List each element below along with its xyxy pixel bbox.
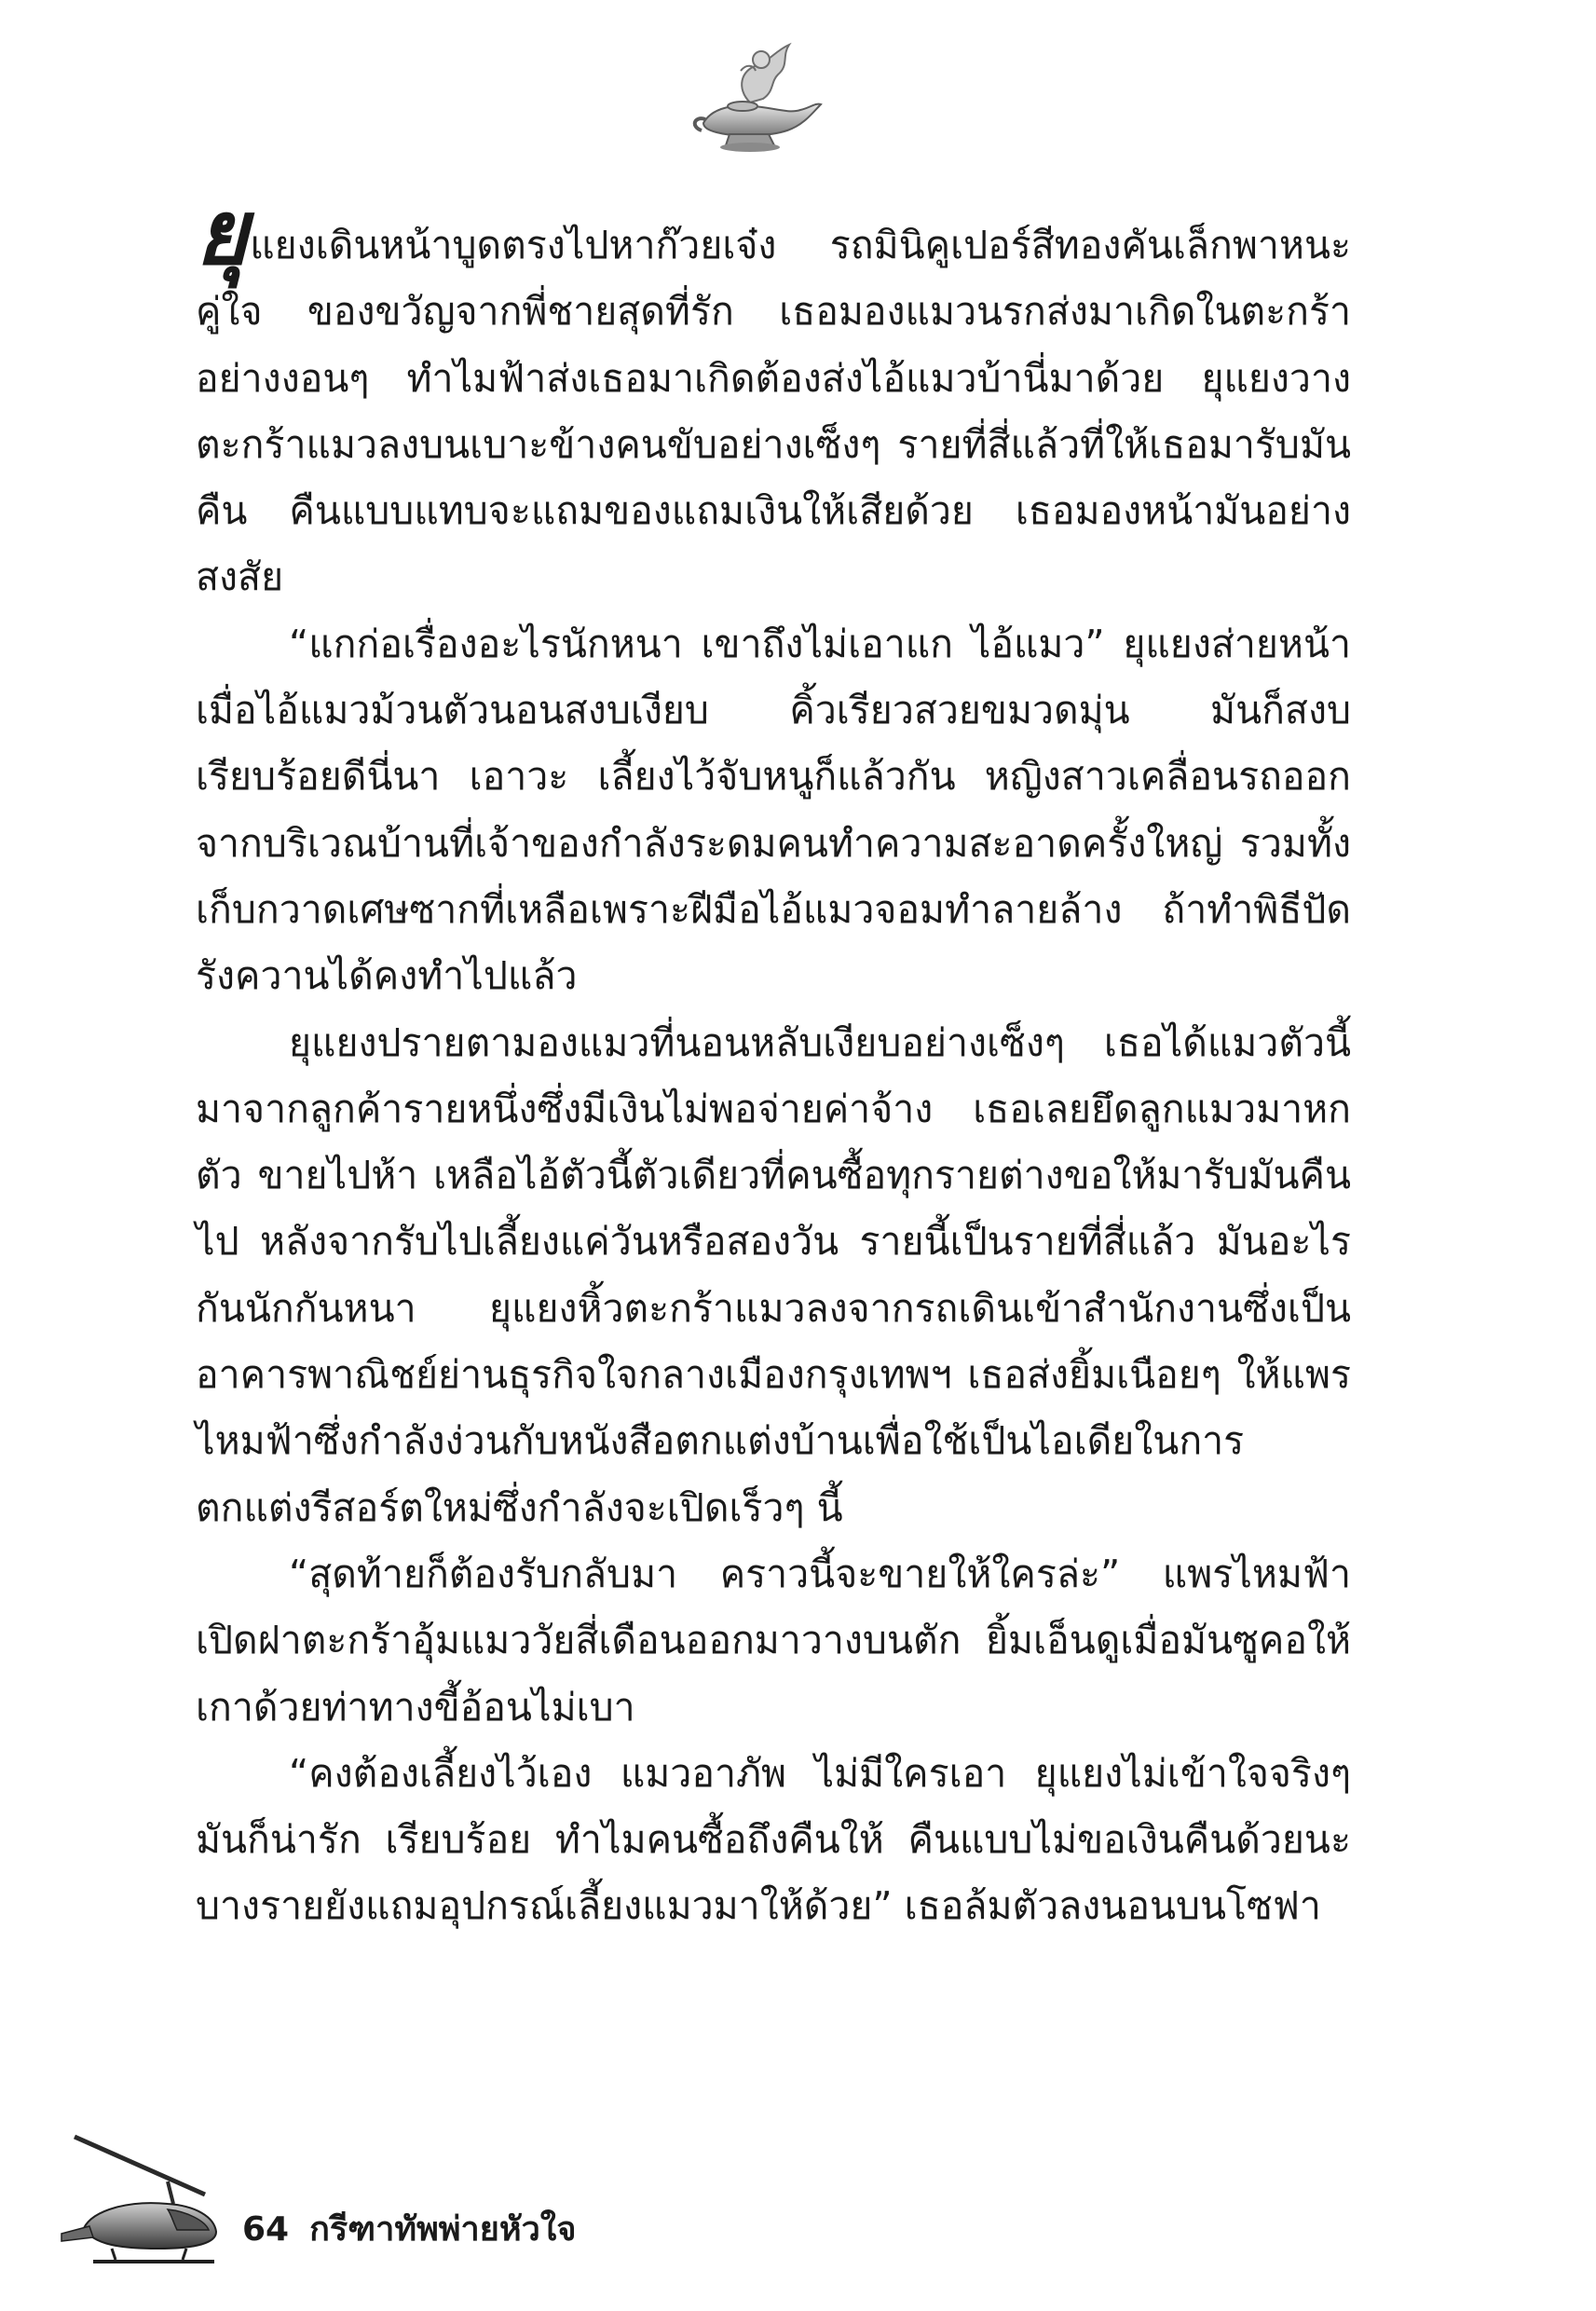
paragraph-2: “แกก่อเรื่องอะไรนักหนา เขาถึงไม่เอาแก ไอ้แมว” ยุแยงส่ายหน้าเมื่อไอ้แมวม้วนตัวนอนสงบเงียบ คิ้วเรียวสวยขมวดมุ่น มันก็สงบเรียบร้อยดีนี่นา เอาวะ เลี้ยงไว้จับหนูก็แล้วกัน หญิงสาวเคลื่อนรถออกจากบริเวณบ้านที่เจ้าของกำลังระดมคนทำความสะอาดครั้งใหญ่ รวมทั้งเก็บกวาดเศษซากที่เหลือเพราะฝีมือไอ้แมวจอมทำลายล้าง ถ้าทำพิธีปัดรังควานได้คงทำไปแล้ว: [196, 621, 1351, 999]
page-number: 64: [242, 2210, 290, 2249]
body-text: [196, 181, 1351, 1940]
book-title: กรีฑาทัพพ่ายหัวใจ: [309, 2210, 577, 2249]
footer-text: [242, 2202, 576, 2255]
paragraph-4: “สุดท้ายก็ต้องรับกลับมา คราวนี้จะขายให้ใครล่ะ” แพรไหมฟ้าเปิดฝาตะกร้าอุ้มแมววัยสี่เดือนออกมาวางบนตัก ยิ้มเอ็นดูเมื่อมันซูคอให้เกาด้วยท่าทางขี้อ้อนไม่เบา: [196, 1551, 1351, 1730]
drop-cap: ยุ: [196, 181, 249, 285]
paragraph-1-text: แยงเดินหน้าบูดตรงไปหาก๊วยเจ๋ง รถมินิคูเปอร์สีทองคันเล็กพาหนะคู่ใจ ของขวัญจากพี่ชายสุดที่รัก เธอมองแมวนรกส่งมาเกิดในตะกร้าอย่างงอนๆ ทำไมฟ้าส่งเธอมาเกิดต้องส่งไอ้แมวบ้านี่มาด้วย ยุแยงวางตะกร้าแมวลงบนเบาะข้างคนขับอย่างเซ็งๆ รายที่สี่แล้วที่ให้เธอมารับมันคืน คืนแบบแทบจะแถมของแถมเงินให้เสียด้วย เธอมองหน้ามันอย่างสงสัย: [196, 223, 1351, 600]
paragraph-3: ยุแยงปรายตามองแมวที่นอนหลับเงียบอย่างเซ็งๆ เธอได้แมวตัวนี้มาจากลูกค้ารายหนึ่งซึ่งมีเงินไม่พอจ่ายค่าจ้าง เธอเลยยึดลูกแมวมาหกตัว ขายไปห้า เหลือไอ้ตัวนี้ตัวเดียวที่คนซื้อทุกรายต่างขอให้มารับมันคืนไป หลังจากรับไปเลี้ยงแค่วันหรือสองวัน รายนี้เป็นรายที่สี่แล้ว มันอะไรกันนักกันหนา ยุแยงหิ้วตะกร้าแมวลงจากรถเดินเข้าสำนักงานซึ่งเป็นอาคารพาณิชย์ย่านธุรกิจใจกลางเมืองกรุงเทพฯ เธอส่งยิ้มเนือยๆ ให้แพรไหมฟ้าซึ่งกำลังง่วนกับหนังสือตกแต่งบ้านเพื่อใช้เป็นไอเดียในการตกแต่งรีสอร์ตใหม่ซึ่งกำลังจะเปิดเร็วๆ นี้: [196, 1019, 1351, 1530]
paragraph-5: “คงต้องเลี้ยงไว้เอง แมวอาภัพ ไม่มีใครเอา ยุแยงไม่เข้าใจจริงๆ มันก็น่ารัก เรียบร้อย ทำไมคนซื้อถึงคืนให้ คืนแบบไม่ขอเงินคืนด้วยนะ บางรายยังแถมอุปกรณ์เลี้ยงแมวมาให้ด้วย” เธอล้มตัวลงนอนบนโซฟา: [196, 1750, 1351, 1929]
paragraph-1: [196, 181, 1351, 611]
magic-lamp-genie-icon: [685, 37, 825, 158]
helicopter-icon: [56, 2129, 252, 2278]
page-footer: [56, 2129, 708, 2278]
